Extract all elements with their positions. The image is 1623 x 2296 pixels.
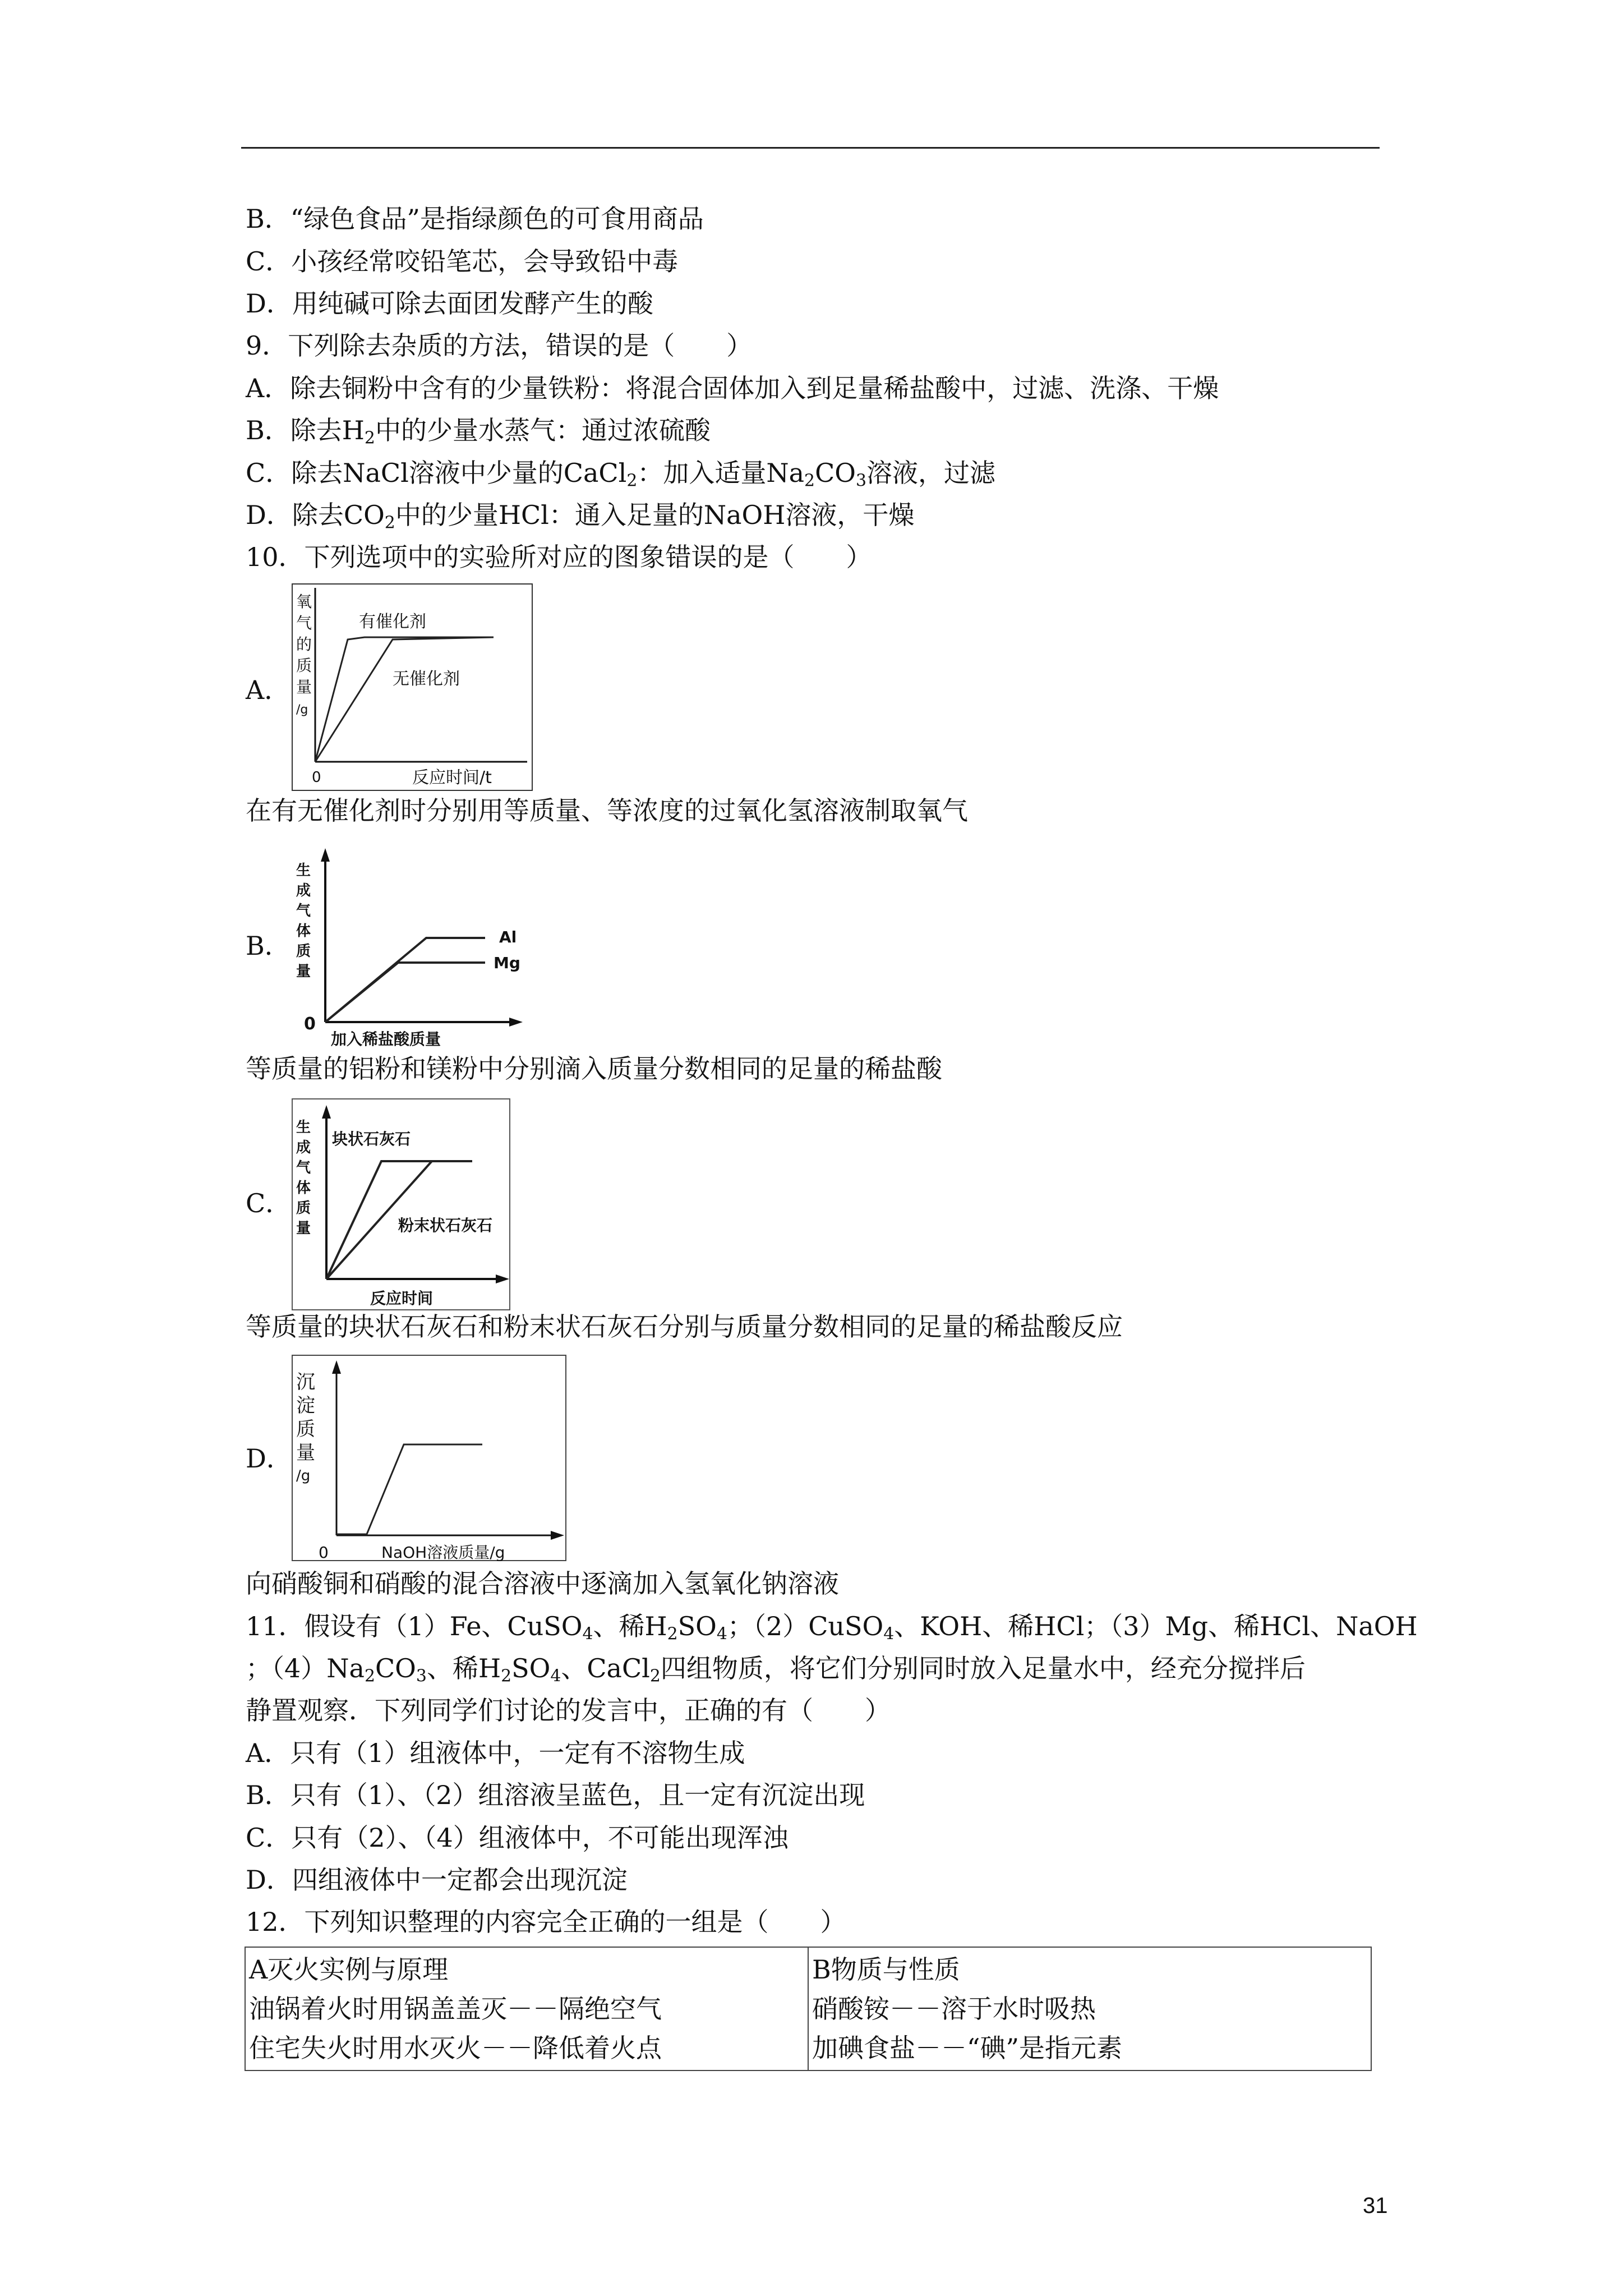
q10-b-curve-mg [325, 963, 485, 1022]
q10-c-label: C． [246, 1188, 292, 1218]
q10-d-ylabel-5: /g [296, 1467, 311, 1484]
q11-stem-line3: 静置观察．下列同学们讨论的发言中，正确的有（ ） [246, 1695, 891, 1726]
q10-d-origin: 0 [319, 1543, 329, 1562]
q10-c-ylabel-3: 气 [296, 1159, 311, 1176]
q9-option-c: C．除去NaCl溶液中少量的CaCl$_2$：加入适量$Na_2CO_3$溶液，过滤 [246, 458, 996, 491]
q10-d-curve [336, 1444, 482, 1534]
q10-a-curve2 [315, 637, 494, 762]
q10-a-origin: 0 [312, 769, 321, 786]
q10-c-curve2-label: 粉末状石灰石 [398, 1216, 493, 1235]
q10-c-caption: 等质量的块状石灰石和粉末状石灰石分别与质量分数相同的足量的稀盐酸反应 [246, 1312, 1123, 1342]
q10-stem: 10．下列选项中的实验所对应的图象错误的是（ ） [246, 542, 872, 572]
q10-b-ylabel-5: 质 [296, 943, 311, 960]
q10-c-curve1-label: 块状石灰石 [332, 1130, 411, 1148]
q10-a-ylabel-6: /g [296, 703, 308, 717]
q12-cell-b [808, 1947, 1371, 2070]
q9-stem: 9．下列除去杂质的方法，错误的是（ ） [246, 330, 753, 361]
q10-a-ylabel-5: 量 [296, 678, 312, 696]
header-rule [241, 147, 1380, 149]
q10-b-xlabel: 加入稀盐酸质量 [331, 1030, 441, 1048]
q10-c-ylabel-4: 体 [296, 1180, 311, 1197]
q12-stem: 12．下列知识整理的内容完全正确的一组是（ ） [246, 1907, 846, 1937]
q10-d-caption: 向硝酸铜和硝酸的混合溶液中逐滴加入氢氧化钠溶液 [246, 1568, 839, 1599]
q9-option-d: D．除去$CO_2$中的少量HCl：通入足量的NaOH溶液，干燥 [246, 500, 915, 533]
q11-option-a: A．只有（1）组液体中，一定有不溶物生成 [246, 1738, 745, 1768]
q9-option-b: B．除去$H_2$中的少量水蒸气：通过浓硫酸 [246, 415, 711, 448]
q9-option-a: A．除去铜粉中含有的少量铁粉：将混合固体加入到足量稀盐酸中，过滤、洗涤、干燥 [246, 373, 1219, 403]
q10-a-graph [292, 583, 533, 791]
q11-stem-line1: 11．假设有（1）Fe、CuSO$_4$、稀$H_2SO_4$；（2）CuSO$_4$、KOH、稀HCl；（3）Mg、稀HCl、NaOH [246, 1611, 1418, 1644]
page-number: 31 [1363, 2193, 1388, 2218]
q11-stem-line2: ；$(4)Na_2CO_3$、稀$H_2SO_4$、CaCl$_2$四组物质，将它们分别同时放入足量水中，经充分搅拌后 [246, 1653, 1306, 1686]
q10-a-caption: 在有无催化剂时分别用等质量、等浓度的过氧化氢溶液制取氧气 [246, 795, 968, 826]
q10-c-xlabel: 反应时间 [370, 1289, 434, 1308]
q10-b-ylabel-3: 气 [296, 903, 311, 919]
q10-b-label: B． [246, 931, 291, 961]
q8-option-d: D．用纯碱可除去面团发酵产生的酸 [246, 288, 653, 319]
q12-a-heading: A灭火实例与原理 [249, 1954, 449, 1985]
q10-a-curve2-label: 无催化剂 [393, 669, 460, 689]
q10-a-xlabel: 反应时间/t [412, 768, 492, 788]
q10-b-origin: 0 [304, 1014, 316, 1034]
q10-a-ylabel-3: 的 [296, 635, 312, 654]
q10-c-ylabel-2: 成 [296, 1139, 311, 1156]
q10-b-curve1-label: Al [499, 928, 517, 946]
q10-b-curve-al [325, 938, 485, 1022]
q8-option-c: C．小孩经常咬铅笔芯，会导致铅中毒 [246, 246, 679, 277]
q10-a-curve1-label: 有催化剂 [359, 612, 426, 632]
q12-a-item-2: 住宅失火时用水灭火－－降低着火点 [249, 2033, 662, 2063]
q12-b-heading: B物质与性质 [812, 1954, 960, 1985]
q10-d-xlabel: NaOH溶液质量/g [381, 1543, 505, 1562]
q10-c-ylabel-1: 生 [296, 1119, 311, 1136]
q10-d-ylabel-2: 淀 [296, 1395, 315, 1417]
q10-d-label: D． [246, 1443, 292, 1474]
q12-b-item-1: 硝酸铵－－溶于水时吸热 [812, 1994, 1096, 2024]
q10-b-ylabel-6: 量 [296, 963, 311, 980]
q12-cell-a [245, 1947, 808, 2070]
q10-b-ylabel-4: 体 [296, 923, 311, 940]
q11-option-b: B．只有（1）、（2）组溶液呈蓝色，且一定有沉淀出现 [246, 1780, 865, 1810]
q12-a-item-1: 油锅着火时用锅盖盖灭－－隔绝空气 [249, 1994, 662, 2024]
q10-a-ylabel-1: 氧 [296, 592, 312, 611]
q10-a-label: A． [246, 675, 291, 705]
q10-d-ylabel-4: 量 [296, 1442, 315, 1464]
q11-option-c: C．只有（2）、（4）组液体中，不可能出现浑浊 [246, 1823, 789, 1853]
q10-d-graph [292, 1355, 566, 1562]
q10-b-ylabel-1: 生 [296, 862, 311, 879]
q10-d-ylabel-3: 质 [296, 1418, 315, 1441]
q10-b-curve2-label: Mg [494, 954, 520, 972]
q10-a-ylabel-4: 质 [296, 656, 312, 675]
q10-a-ylabel-2: 气 [296, 614, 312, 632]
q10-c-ylabel-6: 量 [296, 1220, 311, 1237]
q12-b-item-2: 加碘食盐－－“碘”是指元素 [812, 2033, 1123, 2063]
q10-c-ylabel-5: 质 [296, 1200, 311, 1217]
q10-b-caption: 等质量的铝粉和镁粉中分别滴入质量分数相同的足量的稀盐酸 [246, 1053, 942, 1084]
q10-b-graph [292, 841, 527, 1049]
q12-knowledge-table [245, 1947, 1372, 2071]
q10-a-curve1 [315, 637, 494, 762]
q10-d-ylabel-1: 沉 [296, 1371, 315, 1393]
q11-option-d: D．四组液体中一定都会出现沉淀 [246, 1865, 628, 1895]
q10-b-ylabel-2: 成 [296, 882, 311, 899]
q10-c-graph [292, 1098, 516, 1312]
q8-option-b: B．“绿色食品”是指绿颜色的可食用商品 [246, 204, 704, 234]
